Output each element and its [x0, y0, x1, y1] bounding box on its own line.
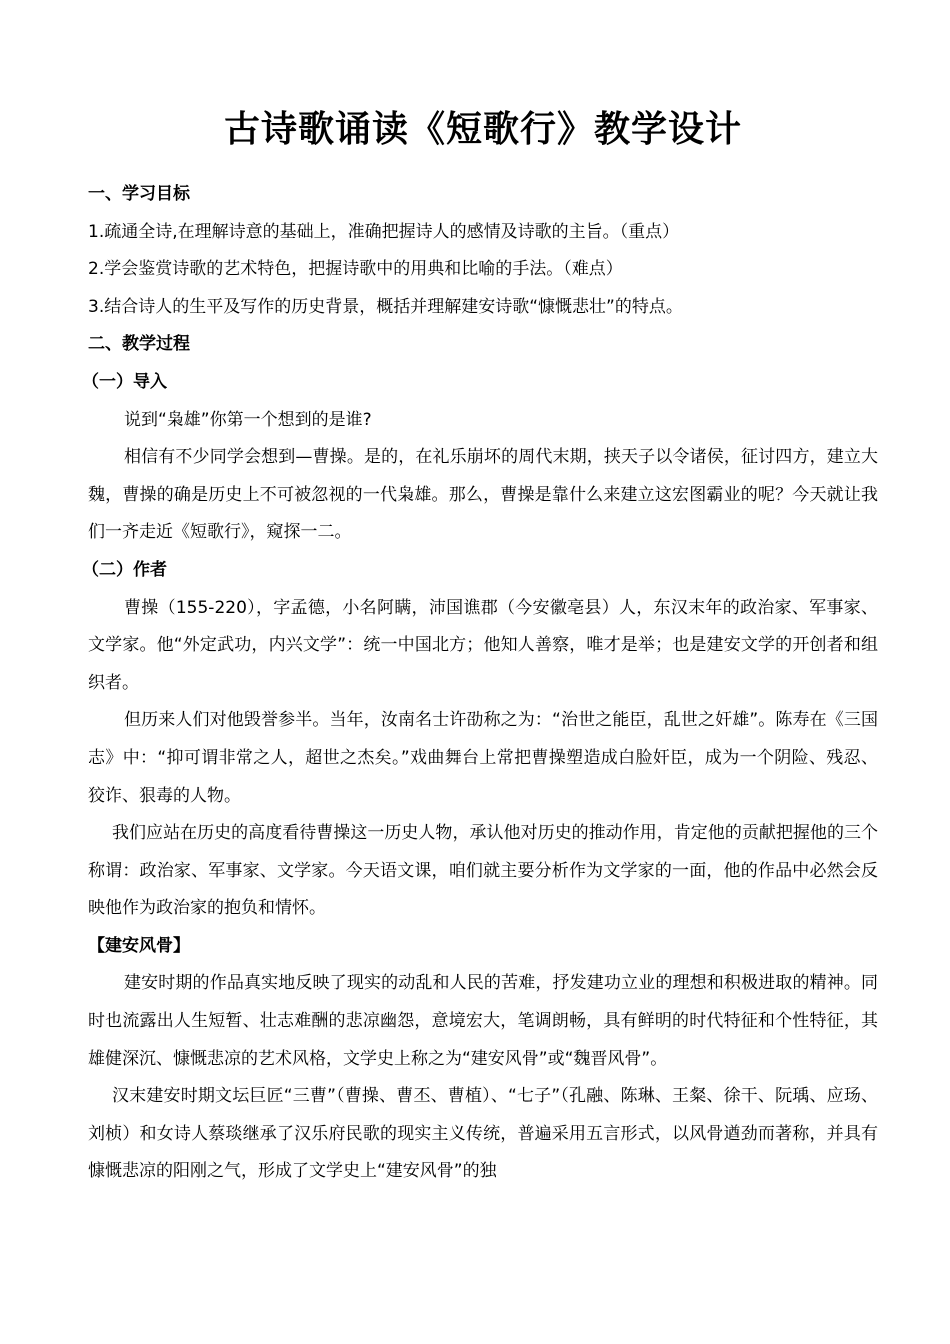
paragraph: 建安时期的作品真实地反映了现实的动乱和人民的苦难，抒发建功立业的理想和积极进取的精神。同时也流露出人生短暂、壮志难酬的悲凉幽怨，意境宏大，笔调朗畅，具有鲜明的时代特征和个性特征，其雄健深沉、慷慨悲凉的艺术风格，文学史上称之为“建安风骨”或“魏晋风骨”。 [88, 973, 878, 1069]
document-body [82, 176, 878, 1191]
paragraph: 汉末建安时期文坛巨匠“三曹”（曹操、曹丕、曹植）、“七子”（孔融、陈琳、王粲、徐干、阮瑀、应玚、刘桢）和女诗人蔡琰继承了汉乐府民歌的现实主义传统，普遍采用五言形式，以风骨遒劲而著称，并具有慷慨悲凉的阳刚之气，形成了文学史上“建安风骨”的独 [88, 1086, 878, 1182]
objective-item: 3.结合诗人的生平及写作的历史背景，概括并理解建安诗歌“慷慨悲壮”的特点。 [88, 296, 683, 317]
subsection-heading-jianan: 【建安风骨】 [88, 935, 190, 956]
section-heading-objectives: 一、学习目标 [88, 184, 190, 204]
paragraph: 说到“枭雄”你第一个想到的是谁? [124, 409, 372, 430]
document-title: 古诗歌诵读《短歌行》教学设计 [223, 109, 742, 150]
subsection-heading-author: （二）作者 [82, 559, 167, 580]
paragraph: 相信有不少同学会想到—曹操。是的，在礼乐崩坏的周代末期，挟天子以令诸侯，征讨四方，建立大魏，曹操的确是历史上不可被忽视的一代枭雄。那么，曹操是靠什么来建立这宏图霸业的呢？今天就让我们一齐走近《短歌行》，窥探一二。 [88, 447, 878, 543]
paragraph: 我们应站在历史的高度看待曹操这一历史人物，承认他对历史的推动作用，肯定他的贡献把握他的三个称谓：政治家、军事家、文学家。今天语文课，咱们就主要分析作为文学家的一面，他的作品中必然会反映他作为政治家的抱负和情怀。 [88, 823, 878, 919]
paragraph: 曹操（155-220），字孟德，小名阿瞒，沛国谯郡（今安徽亳县）人，东汉末年的政治家、军事家、文学家。他“外定武功，内兴文学”：统一中国北方；他知人善察，唯才是举；也是建安文学的开创者和组织者。 [88, 597, 878, 693]
objective-item: 2.学会鉴赏诗歌的艺术特色，把握诗歌中的用典和比喻的手法。（难点） [88, 259, 623, 280]
section-heading-process: 二、教学过程 [88, 334, 190, 355]
objective-item: 1.疏通全诗,在理解诗意的基础上，准确把握诗人的感情及诗歌的主旨。（重点） [88, 221, 680, 242]
subsection-heading-intro: （一）导入 [82, 371, 167, 392]
paragraph: 但历来人们对他毁誉参半。当年，汝南名士许劭称之为：“治世之能臣，乱世之奸雄”。陈寿在《三国志》中：“抑可谓非常之人，超世之杰矣。”戏曲舞台上常把曹操塑造成白脸奸臣，成为一个阴险、残忍、狡诈、狠毒的人物。 [88, 710, 878, 806]
